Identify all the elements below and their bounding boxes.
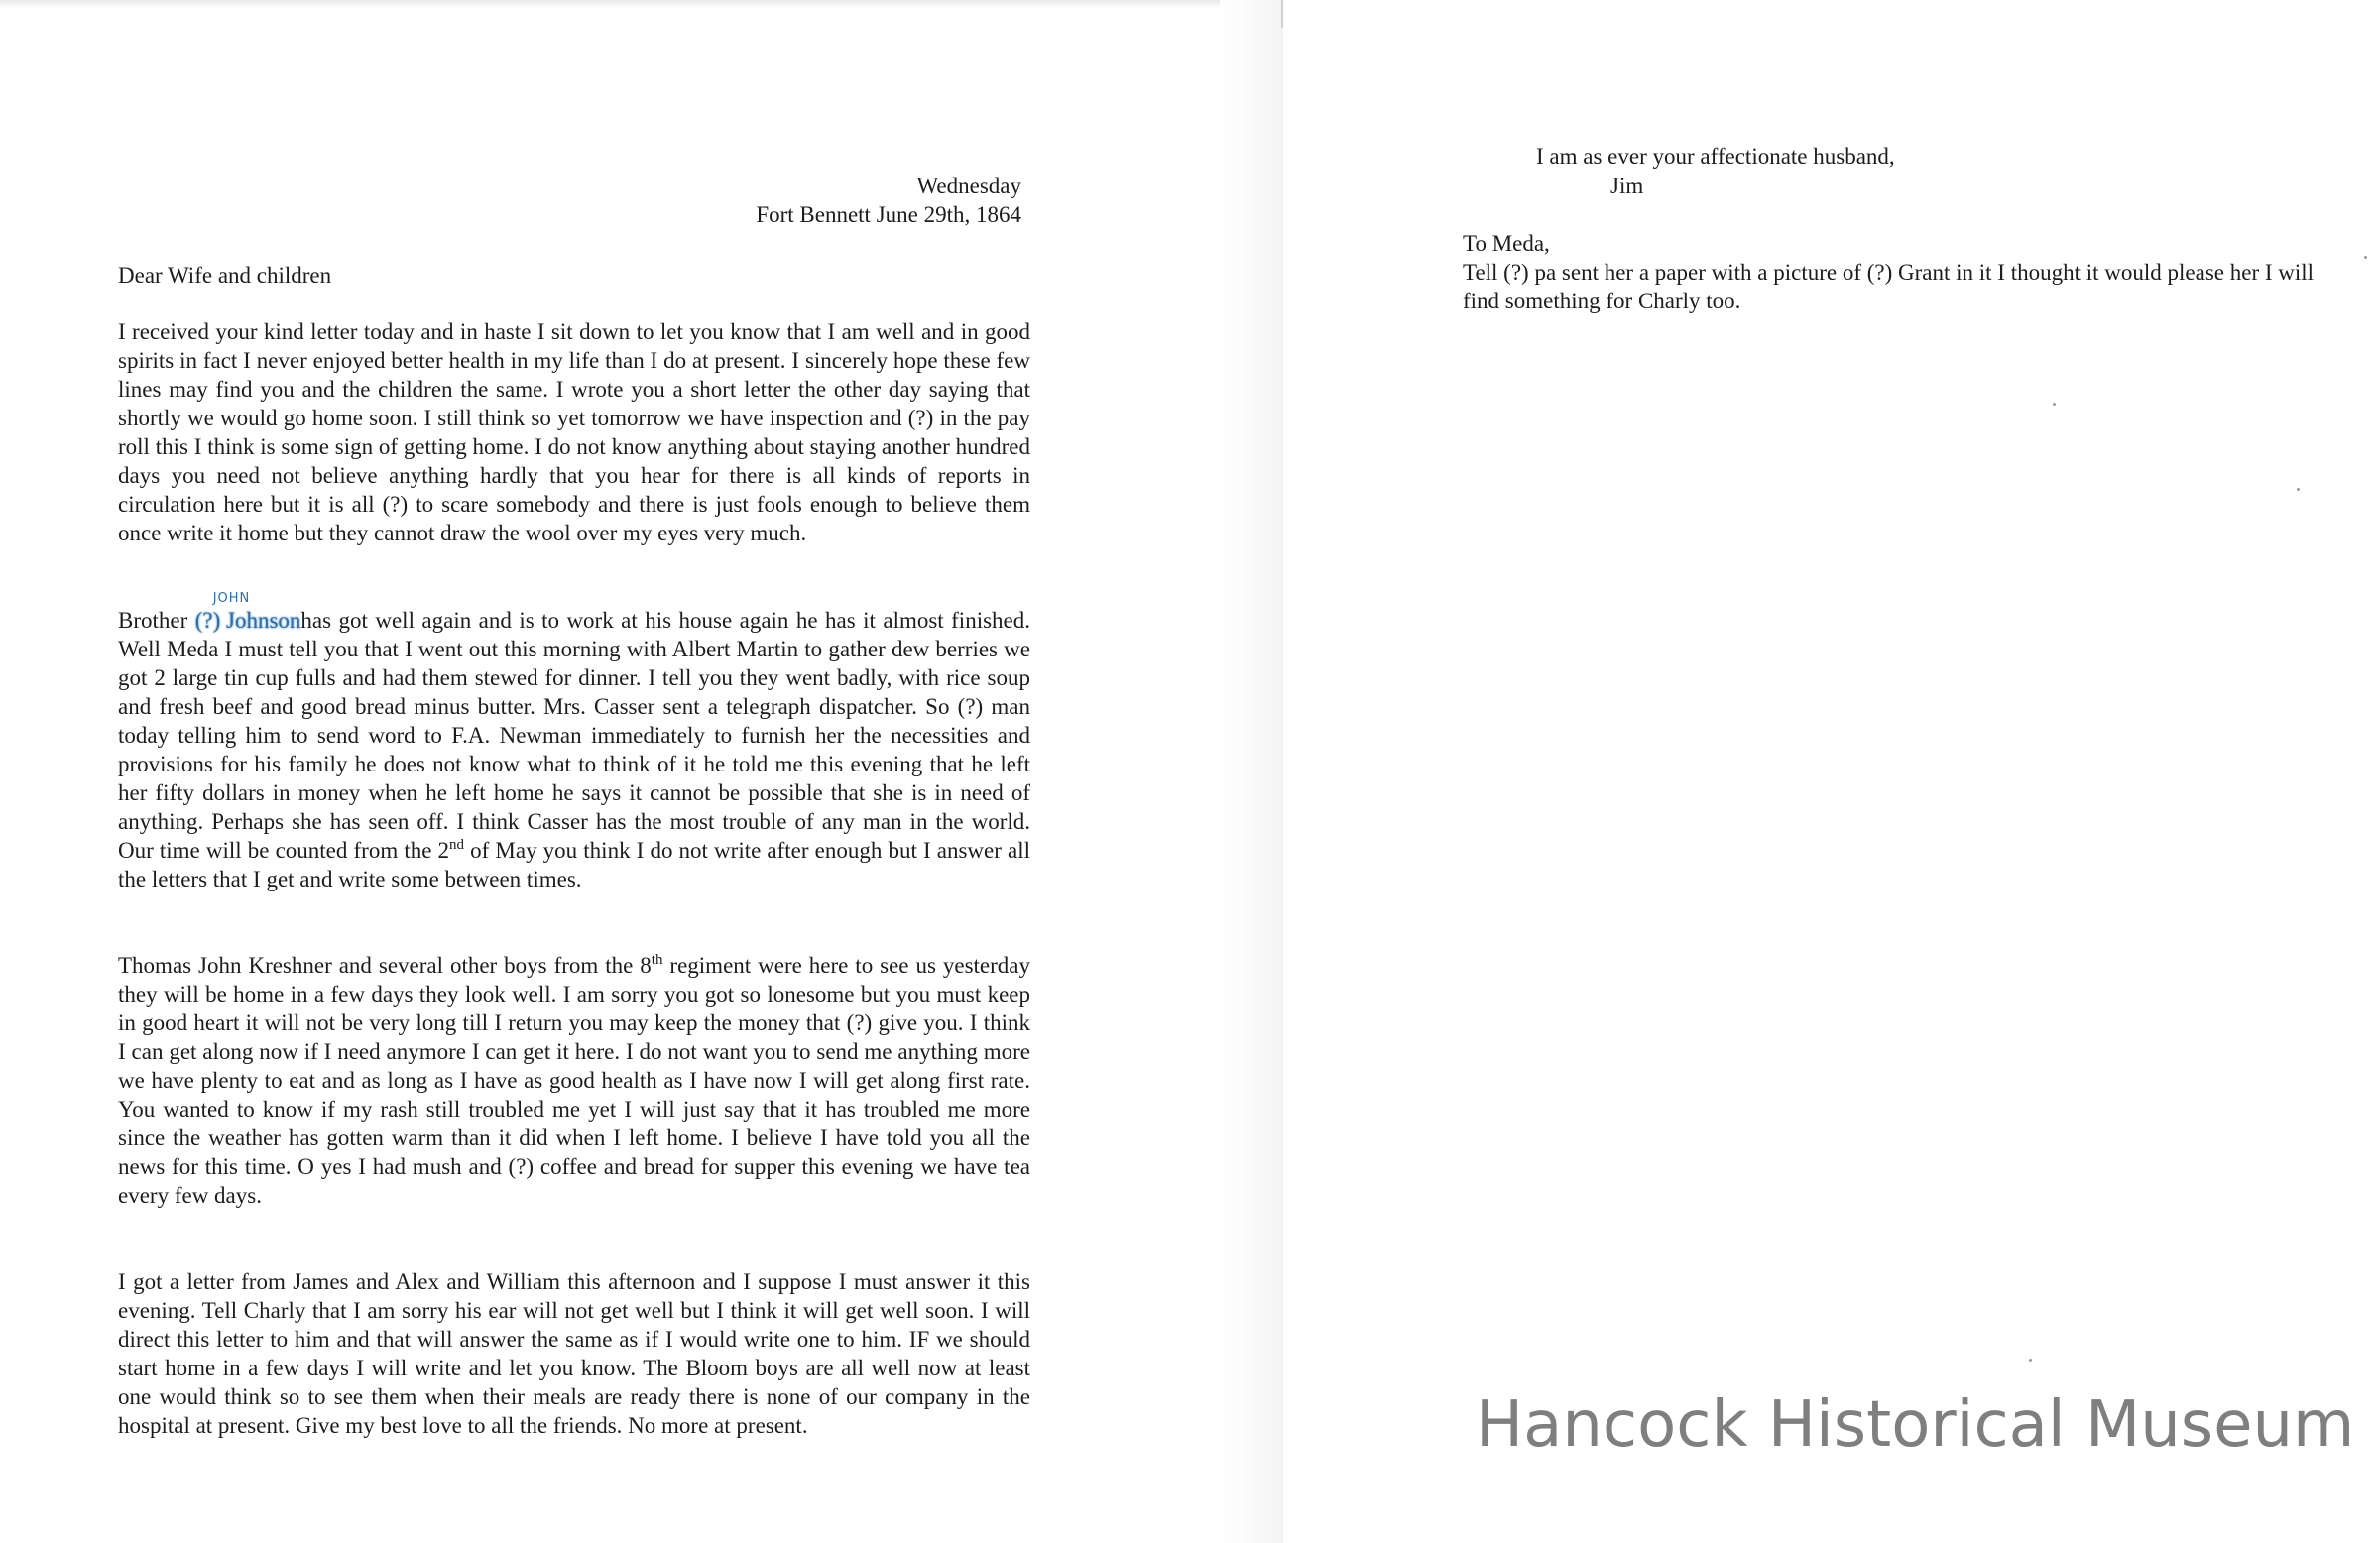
signature: Jim	[1610, 174, 1644, 198]
scan-speck	[2297, 488, 2300, 491]
paragraph-text: Thomas John Kreshner and several other boys from the 8	[118, 953, 652, 978]
letter-page-right	[1283, 0, 2380, 1543]
letter-paragraph: I got a letter from James and Alex and William this afternoon and I suppose I must answer it this evening. Tell Charly that I am sorry his ear will not get well but I think it will get well soon. I will direct this letter to him and that will answer the same as if I would write one to him. IF we should start home in a few days I will write and let you know. The Bloom boys are all well now at least one would think so to see them when their meals are ready there is none of our company in the hospital at present. Give my best love to all the friends. No more at present.	[118, 1269, 1030, 1438]
handwritten-annotation: JOHN	[212, 591, 251, 606]
letter-place-date: Fort Bennett June 29th, 1864	[756, 202, 1021, 227]
page-gutter	[1220, 0, 1283, 1543]
letter-paragraph: I received your kind letter today and in haste I sit down to let you know that I am well and in good spirits in fact I never enjoyed better health in my life than I do at present. I sincerely hope these few lines may find you and the children the same. I wrote you a short letter the other day saying that shortly we would go home soon. I still think so yet tomorrow we have inspection and (?) in the pay roll this I think is some sign of getting home. I do not know anything about staying another hundred days you need not believe anything hardly that you hear for there is all kinds of reports in circulation here but it is all (?) to scare somebody and there is just fools enough to believe them once write it home but they cannot draw the wool over my eyes very much.	[118, 319, 1030, 545]
closing-line: I am as ever your affectionate husband,	[1536, 144, 1895, 169]
museum-watermark: Hancock Historical Museum	[1476, 1388, 2355, 1462]
letter-paragraph	[118, 591, 1030, 893]
paragraph-lead: Brother	[118, 608, 195, 633]
scan-speck	[2364, 256, 2367, 259]
scan-speck	[2053, 403, 2056, 406]
paragraph-text: regiment were here to see us yesterday they will be home in a few days they look well. I am sorry you got so lonesome but you must keep in good heart it will not be very long till I return you may keep the money that (?) give you. I think I can get along now if I need anymore I can get it here. I do not want you to send me anything more we have plenty to eat and as long as I have as good health as I have now I will get along first rate. You wanted to know if my rash still troubled me yet I will just say that it has troubled me more since the weather has gotten warm than it did when I left home. I believe I have told you all the news for this time. O yes I had mush and (?) coffee and bread for supper this evening we have tea every few days.	[118, 953, 1030, 1208]
ordinal-suffix: th	[651, 952, 663, 968]
salutation: Dear Wife and children	[118, 263, 332, 288]
ordinal-suffix: nd	[449, 837, 465, 853]
scribbled-out-name: (?) Johnson	[194, 608, 301, 633]
letter-paragraph	[118, 951, 1030, 1210]
scan-shadow	[0, 0, 1283, 8]
handwritten-correction	[194, 591, 301, 635]
paragraph-text: of May you think I do not write after enough but I answer all the letters that I get and write some between times.	[118, 838, 1030, 891]
postscript-body: Tell (?) pa sent her a paper with a picture of (?) Grant in it I thought it would please her I will find something for Charly too.	[1463, 260, 2315, 313]
scan-speck	[2029, 1359, 2032, 1362]
paragraph-text: has got well again and is to work at his house again he has it almost finished. Well Meda I must tell you that I went out this morning with Albert Martin to gather dew berries we got 2 large tin cup fulls and had them stewed for dinner. I tell you they went badly, with rice soup and fresh beef and good bread minus butter. Mrs. Casser sent a telegraph dispatcher. So (?) man today telling him to send word to F.A. Newman immediately to furnish her the necessities and provisions for his family he does not know what to think of it he told me this evening that he left her fifty dollars in money when he left home he says it cannot be possible that she is in need of anything. Perhaps she has seen off. I think Casser has the most trouble of any man in the world. Our time will be counted from the 2	[118, 608, 1030, 863]
postscript-addressee: To Meda,	[1463, 231, 1550, 256]
letter-day: Wednesday	[916, 174, 1021, 198]
